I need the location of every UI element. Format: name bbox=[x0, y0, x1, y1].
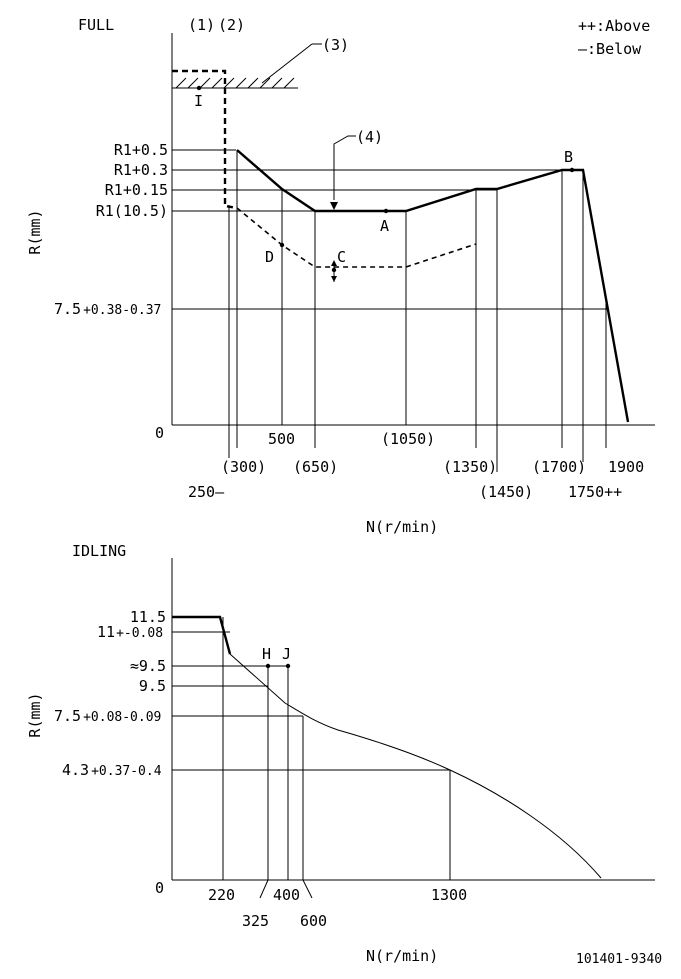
idling-yzero: 0 bbox=[155, 879, 165, 897]
full-ytick-r1: R1(10.5) bbox=[95, 202, 168, 220]
full-chart bbox=[26, 16, 655, 536]
idling-ytick-43: 4.3 +0.37-0.4 bbox=[62, 761, 162, 779]
point-i-label: I bbox=[194, 92, 204, 110]
callout-4-arrow bbox=[330, 202, 338, 210]
idling-xtick-325: 325 bbox=[242, 912, 270, 930]
full-title: FULL bbox=[78, 16, 115, 34]
full-x-axis-label: N(r/min) bbox=[366, 518, 439, 536]
point-d-label: D bbox=[265, 248, 275, 266]
idling-curve bbox=[230, 654, 601, 878]
callout-4: (4) bbox=[356, 128, 384, 146]
idling-y-axis-label: R(mm) bbox=[26, 692, 44, 738]
full-yzero: 0 bbox=[155, 424, 165, 442]
point-i-dot bbox=[197, 86, 201, 90]
point-h-label: H bbox=[262, 645, 272, 663]
idling-xtick-1300: 1300 bbox=[431, 886, 468, 904]
point-j-dot bbox=[286, 664, 290, 668]
label-1: (1) bbox=[188, 16, 216, 34]
point-b-label: B bbox=[564, 148, 574, 166]
legend-below: —:Below bbox=[578, 40, 642, 58]
idling-xtick-220: 220 bbox=[208, 886, 236, 904]
full-xtick-500: 500 bbox=[268, 430, 296, 448]
idling-x-axis-label: N(r/min) bbox=[366, 947, 439, 965]
full-ytick-r1-015: R1+0.15 bbox=[104, 181, 168, 199]
full-xtick-1450: (1450) bbox=[479, 483, 534, 501]
idling-xtick-400: 400 bbox=[273, 886, 301, 904]
point-b-dot bbox=[570, 168, 574, 172]
full-dashed-top bbox=[172, 71, 237, 208]
point-c-dot bbox=[332, 268, 336, 272]
point-h-dot bbox=[266, 664, 270, 668]
ileader-600 bbox=[303, 880, 312, 898]
full-xtick-1900: 1900 bbox=[608, 458, 645, 476]
idling-ytick-approx95: ≈9.5 bbox=[129, 657, 166, 675]
full-xtick-1700: (1700) bbox=[532, 458, 587, 476]
callout-3: (3) bbox=[322, 36, 350, 54]
full-ytick-r1-05: R1+0.5 bbox=[113, 141, 168, 159]
full-xtick-250: 250— bbox=[188, 483, 225, 501]
legend-above: ++:Above bbox=[578, 17, 651, 35]
point-c-label: C bbox=[337, 248, 347, 266]
point-c-arrow-down bbox=[331, 276, 337, 282]
idling-xtick-600: 600 bbox=[300, 912, 328, 930]
point-a-dot bbox=[384, 209, 388, 213]
point-j-label: J bbox=[282, 645, 292, 663]
idling-title: IDLING bbox=[72, 542, 127, 560]
idling-curve-thick bbox=[172, 617, 230, 654]
idling-ytick-115: 11.5 bbox=[129, 608, 166, 626]
idling-ytick-95: 9.5 bbox=[138, 677, 166, 695]
full-y-axis-label: R(mm) bbox=[26, 209, 44, 255]
drawing-number: 101401-9340 bbox=[576, 952, 663, 967]
point-a-label: A bbox=[380, 217, 390, 235]
full-ytick-r1-03: R1+0.3 bbox=[113, 161, 168, 179]
full-xtick-1050: (1050) bbox=[381, 430, 436, 448]
idling-ytick-75: 7.5 +0.08-0.09 bbox=[54, 707, 162, 725]
full-xtick-300: (300) bbox=[221, 458, 267, 476]
full-xtick-650: (650) bbox=[293, 458, 339, 476]
label-2: (2) bbox=[218, 16, 246, 34]
stopper-hatch bbox=[172, 44, 322, 88]
point-d-dot bbox=[280, 243, 284, 247]
full-xtick-1750: 1750++ bbox=[568, 483, 623, 501]
idling-ytick-11: 11+-0.08 bbox=[97, 623, 164, 641]
full-curve bbox=[237, 150, 628, 422]
full-ytick-75: 7.5 +0.38-0.37 bbox=[54, 300, 162, 318]
full-xtick-1350: (1350) bbox=[443, 458, 498, 476]
ileader-325 bbox=[260, 880, 268, 898]
idling-chart bbox=[26, 542, 655, 965]
